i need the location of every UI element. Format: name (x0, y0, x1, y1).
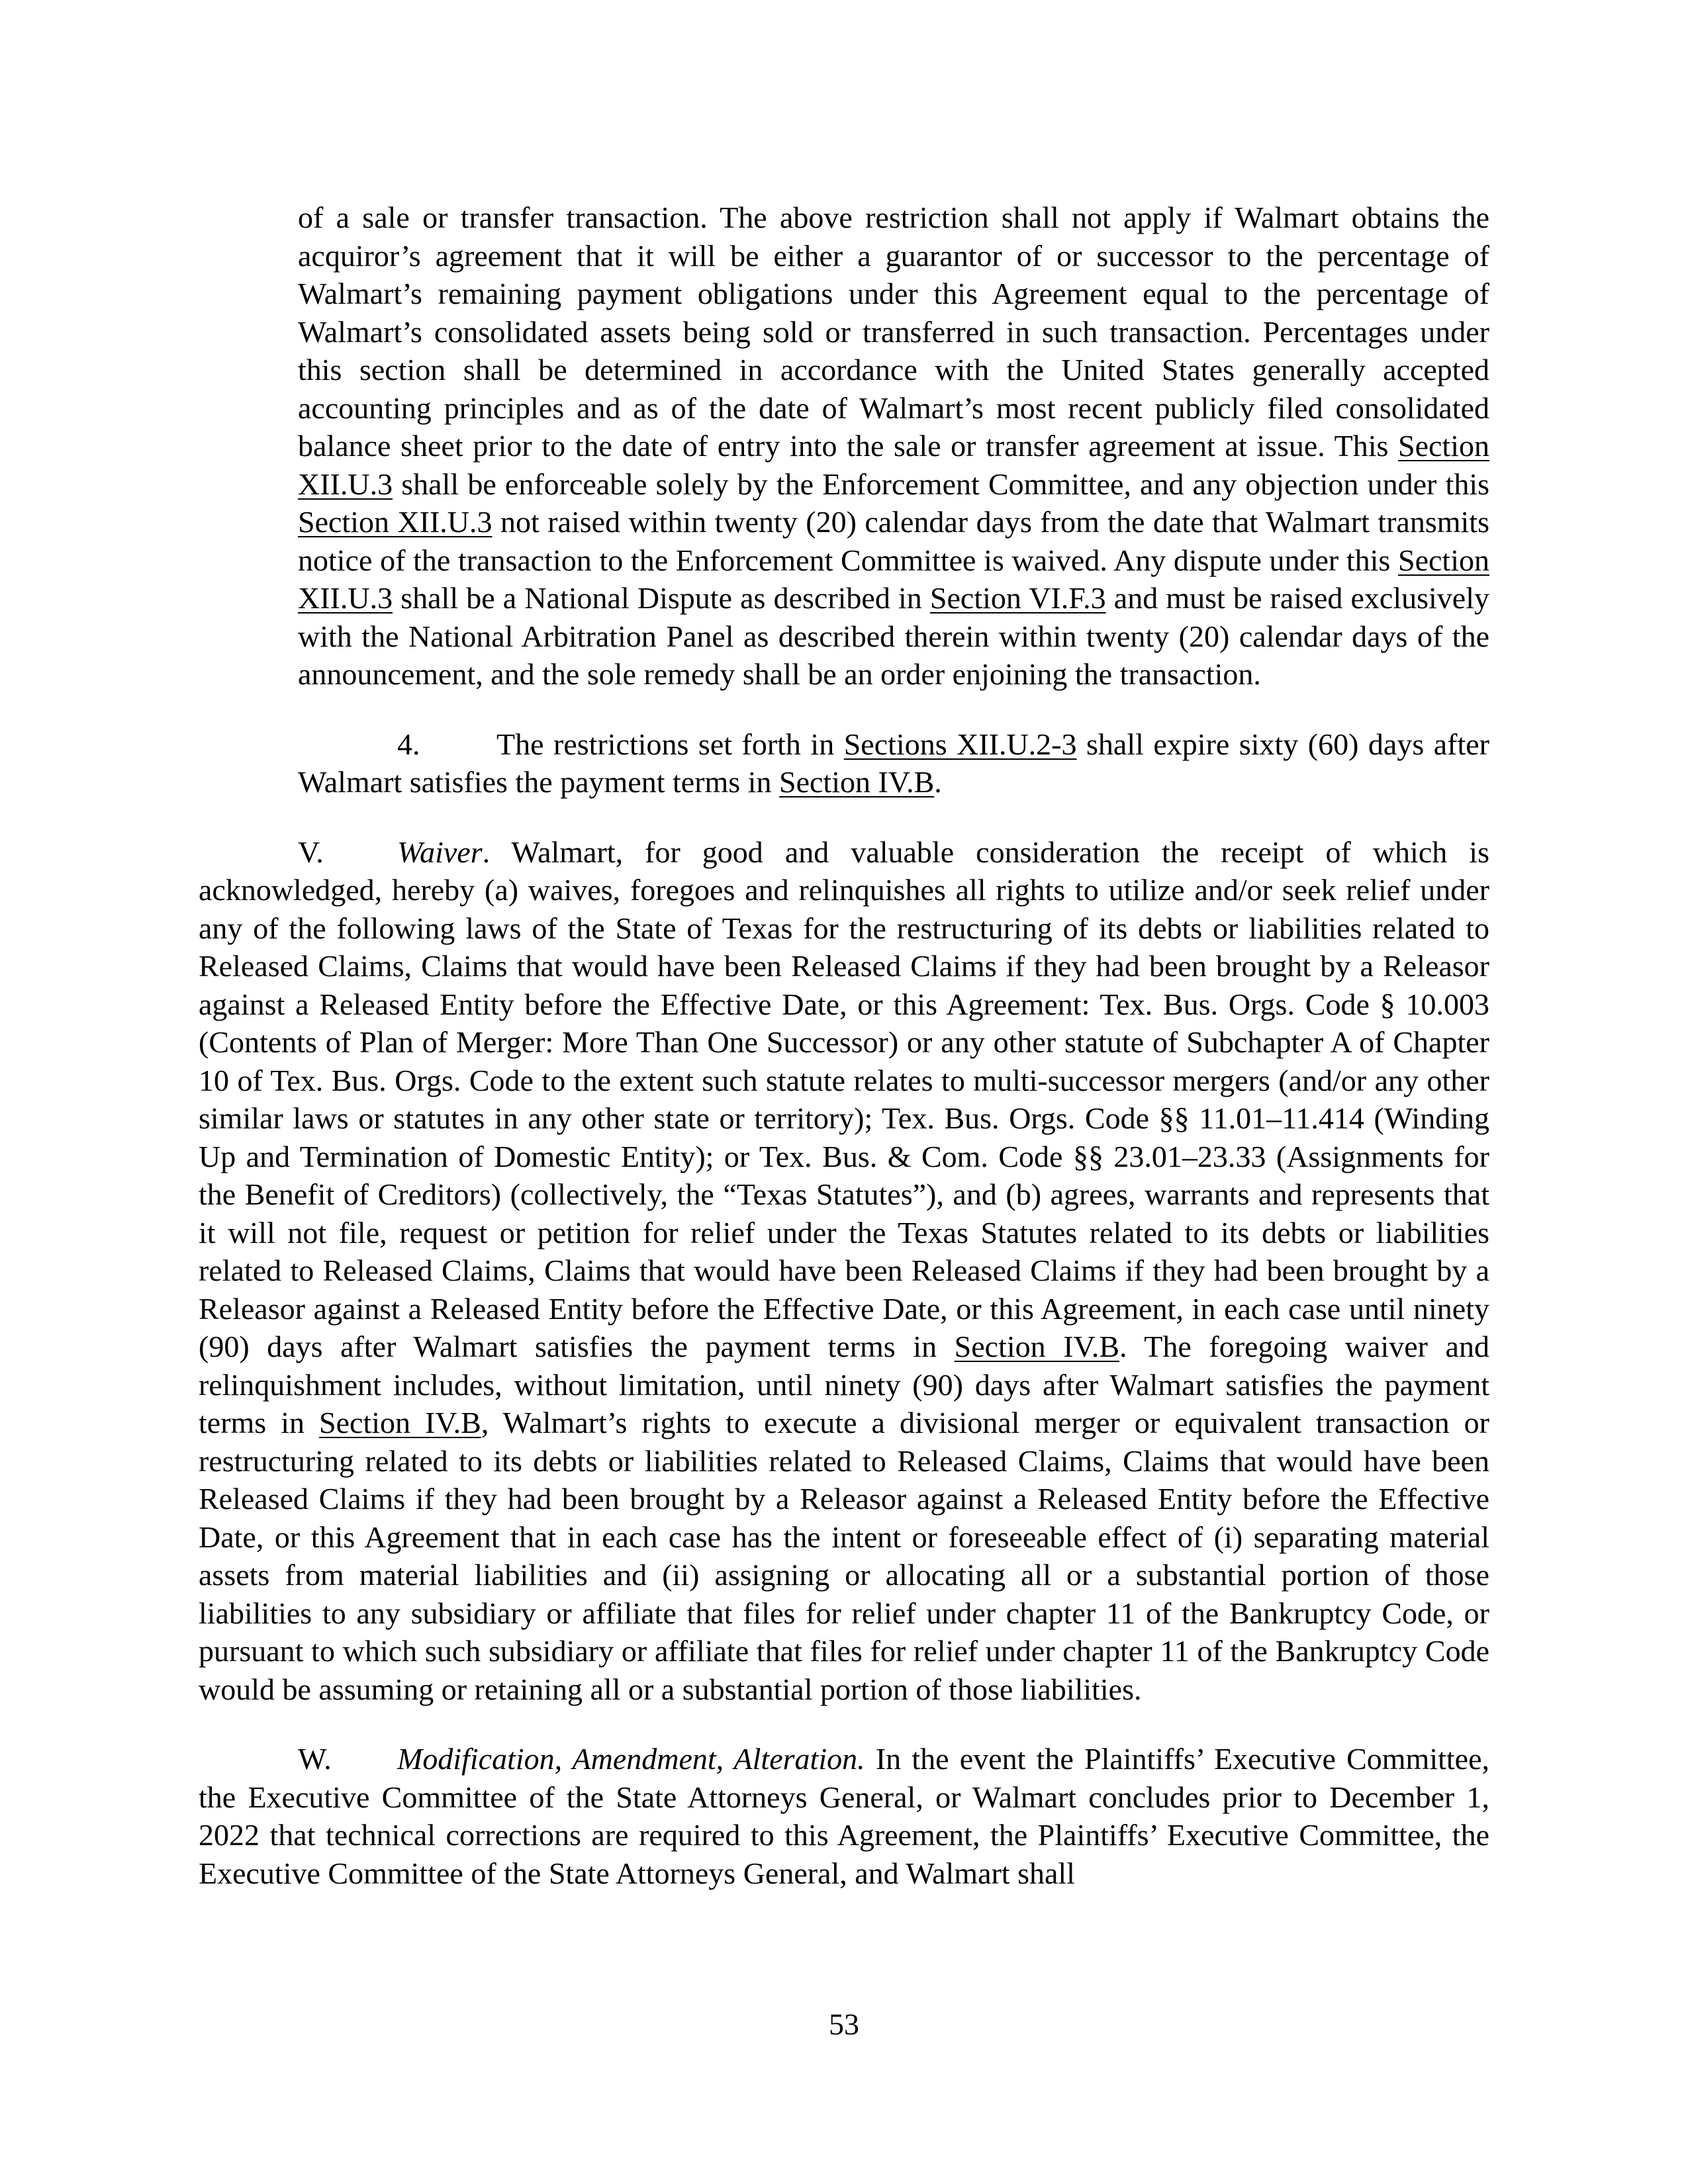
text-run: , Walmart’s rights to execute a divisional merger or equivalent transaction or restructuring related to its debts or liabilities related to Released Claims, Claims that would have been Released Claims if they had been brought by a Releasor against a Released Entity before the Effective Date, or this Agreement that in each case has the intent or foreseeable effect of (i) separating material assets from material liabilities and (ii) assigning or allocating all or a substantial portion of those liabilities to any subsidiary or affiliate that files for relief under chapter 11 of the Bankruptcy Code, or pursuant to which such subsidiary or affiliate that files for relief under chapter 11 of the Bankruptcy Code would be assuming or retaining all or a substantial portion of those liabilities. (199, 1406, 1489, 1706)
text-run: The restrictions set forth in (496, 727, 844, 761)
paragraph-u3-continuation (298, 199, 1489, 694)
text-run: shall be a National Dispute as described in (393, 581, 930, 615)
text-run: and must be raised exclusively with the National Arbitration Panel as described therein within twenty (20) calendar days of the announcement, and the sole remedy shall be an order enjoining the transaction. (298, 581, 1489, 691)
text-run: . The foregoing waiver and relinquishment includes, without limitation, until ninety (90) days after Walmart satisfies the payment terms in (199, 1330, 1489, 1439)
text-run: shall expire sixty (60) days after Walmart satisfies the payment terms in (298, 727, 1489, 799)
page-number: 53 (829, 2007, 859, 2041)
cross-reference-link: Section IV.B (319, 1406, 481, 1439)
section-letter: W. (298, 1742, 332, 1776)
cross-reference-link: Sections XII.U.2-3 (843, 727, 1077, 761)
paragraph-u4 (298, 725, 1489, 801)
subsection-number: 4. (397, 727, 420, 761)
section-letter: V. (298, 835, 324, 869)
text-run: . (934, 765, 942, 799)
cross-reference-link: Section IV.B (779, 765, 935, 799)
paragraph-v-waiver (199, 833, 1489, 1709)
text-run: . Walmart, for good and valuable consideration the receipt of which is acknowledged, hereby (a) waives, foregoes and relinquishes all rights to utilize and/or seek relief under any of the following laws of the State of Texas for the restructuring of its debts or liabilities related to Released Claims, Claims that would have been Released Claims if they had been brought by a Releasor against a Released Entity before the Effective Date, or this Agreement: Tex. Bus. Orgs. Code § 10.003 (Contents of Plan of Merger: More Than One Successor) or any other statute of Subchapter A of Chapter 10 of Tex. Bus. Orgs. Code to the extent such statute relates to multi-successor mergers (and/or any other similar laws or statutes in any other state or territory); Tex. Bus. Orgs. Code §§ 11.01–11.414 (Winding Up and Termination of Domestic Entity); or Tex. Bus. & Com. Code §§ 23.01–23.33 (Assignments for the Benefit of Creditors) (collectively, the “Texas Statutes”), and (b) agrees, warrants and represents that it will not file, request or petition for relief under the Texas Statutes related to its debts or liabilities related to Released Claims, Claims that would have been Released Claims if they had been brought by a Releasor against a Released Entity before the Effective Date, or this Agreement, in each case until ninety (90) days after Walmart satisfies the payment terms in (199, 835, 1489, 1363)
section-heading: Modification, Amendment, Alteration. (397, 1742, 865, 1776)
paragraph-w-modification (199, 1740, 1489, 1892)
text-run: of a sale or transfer transaction. The above restriction shall not apply if Walmart obtains the acquiror’s agreement that it will be either a guarantor of or successor to the percentage of Walmart’s remaining payment obligations under this Agreement equal to the percentage of Walmart’s consolidated assets being sold or transferred in such transaction. Percentages under this section shall be determined in accordance with the United States generally accepted accounting principles and as of the date of Walmart’s most recent publicly filed consolidated balance sheet prior to the date of entry into the sale or transfer agreement at issue. This (298, 201, 1489, 463)
text-run: shall be enforceable solely by the Enforcement Committee, and any objection under this (393, 467, 1489, 501)
cross-reference-link: Section VI.F.3 (929, 581, 1106, 615)
section-heading: Waiver (397, 835, 483, 869)
cross-reference-link: Section XII.U.3 (298, 429, 1489, 501)
cross-reference-link: Section XII.U.3 (298, 543, 1489, 615)
text-run: In the event the Plaintiffs’ Executive Committee, the Executive Committee of the State Attorneys General, or Walmart concludes prior to December 1, 2022 that technical corrections are required to this Agreement, the Plaintiffs’ Executive Committee, the Executive Committee of the State Attorneys General, and Walmart shall (199, 1742, 1490, 1890)
cross-reference-link: Section XII.U.3 (298, 505, 492, 539)
document-page (199, 199, 1489, 1892)
cross-reference-link: Section IV.B (954, 1330, 1120, 1363)
text-run: not raised within twenty (20) calendar days from the date that Walmart transmits notice of the transaction to the Enforcement Committee is waived. Any dispute under this (298, 505, 1489, 577)
